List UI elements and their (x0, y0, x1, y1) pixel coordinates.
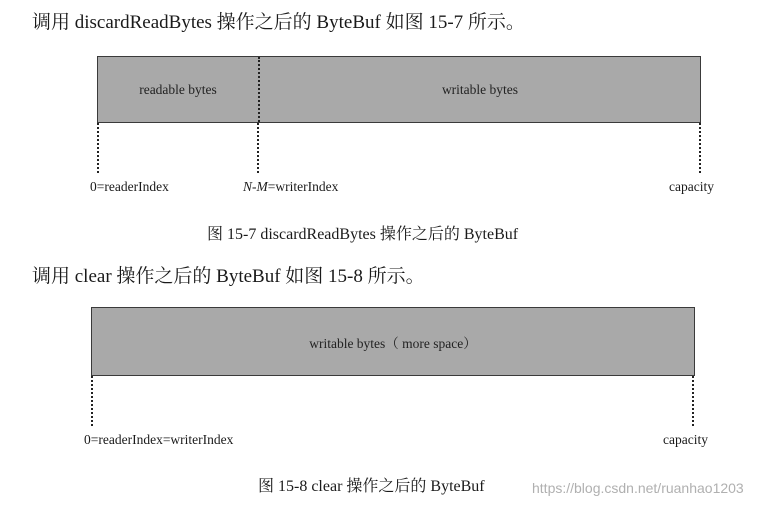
reader-writer-index-line (91, 376, 93, 426)
capacity-line (699, 123, 701, 173)
reader-index-label: 0=readerIndex (90, 179, 169, 194)
writer-index-line (257, 123, 259, 173)
paragraph-clear: 调用 clear 操作之后的 ByteBuf 如图 15-8 所示。 (32, 266, 425, 287)
writable-bytes-more-space-label: writable bytes（ more space） (309, 335, 477, 351)
writable-bytes-segment (260, 57, 700, 122)
figure-caption-15-8: 图 15-8 clear 操作之后的 ByteBuf (258, 478, 485, 495)
writable-bytes-segment-full (92, 308, 694, 375)
capacity-label-2: capacity (663, 432, 708, 447)
bytebuf-box (97, 56, 701, 123)
paragraph-discard: 调用 discardReadBytes 操作之后的 ByteBuf 如图 15-7 所示。 (32, 12, 525, 33)
capacity-line-2 (692, 376, 694, 426)
readable-bytes-segment (98, 57, 258, 122)
watermark-text: https://blog.csdn.net/ruanhao1203 (532, 480, 744, 496)
figure-caption-15-7: 图 15-7 discardReadBytes 操作之后的 ByteBuf (207, 226, 519, 243)
capacity-label: capacity (669, 179, 714, 194)
readable-bytes-label: readable bytes (139, 81, 217, 97)
reader-index-line (97, 123, 99, 173)
writer-index-label: N-M=writerIndex (243, 179, 339, 194)
bytebuf-box-cleared (91, 307, 695, 376)
writable-bytes-label: writable bytes (441, 81, 519, 97)
reader-writer-index-label: 0=readerIndex=writerIndex (84, 432, 234, 447)
